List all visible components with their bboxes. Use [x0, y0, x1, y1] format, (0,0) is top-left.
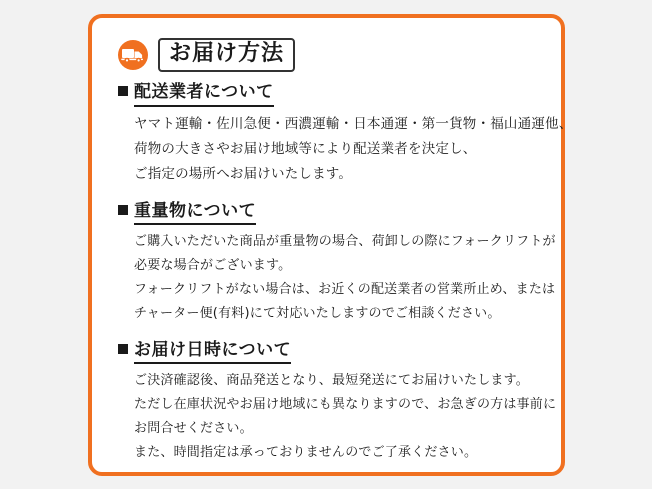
card-title-box — [158, 38, 295, 72]
body-line: お問合せください。 — [134, 421, 253, 437]
body-line: 荷物の大きさやお届け地域等により配送業者を決定し、 — [134, 140, 477, 157]
card-inner — [92, 18, 573, 472]
section-title: 重量物について — [134, 201, 256, 225]
square-bullet-icon — [118, 344, 128, 354]
body-line: ご決済確認後、商品発送となり、最短発送にてお届けいたします。 — [134, 373, 529, 389]
section-heading — [118, 82, 543, 106]
body-line: ただし在庫状況やお届け地域にも異なりますので、お急ぎの方は事前に — [134, 397, 557, 413]
section-heavy-items — [110, 200, 556, 326]
body-line: ご指定の場所へお届けいたします。 — [134, 165, 353, 182]
square-bullet-icon — [118, 205, 128, 215]
section-delivery-datetime — [110, 339, 557, 465]
section-heading — [118, 201, 543, 225]
section-heading — [118, 340, 543, 364]
section-title: お届け日時について — [134, 340, 291, 364]
page-title: お届け方法 — [169, 41, 285, 66]
square-bullet-icon — [118, 86, 128, 96]
card-header — [116, 38, 543, 72]
delivery-truck-icon — [116, 40, 150, 70]
section-body — [134, 369, 557, 465]
body-line: チャーター便(有料)にて対応いたしますのでご相談ください。 — [134, 305, 501, 321]
section-body — [134, 230, 556, 326]
body-line: 必要な場合がございます。 — [134, 257, 292, 273]
section-body — [134, 112, 573, 187]
body-line: ヤマト運輸・佐川急便・西濃運輸・日本通運・第一貨物・福山通運他、 — [134, 115, 573, 132]
body-line: また、時間指定は承っておりませんのでご了承ください。 — [134, 445, 478, 461]
section-title: 配送業者について — [134, 82, 274, 106]
section-shipping-carrier — [110, 82, 573, 186]
body-line: フォークリフトがない場合は、お近くの配送業者の営業所止め、または — [134, 281, 556, 297]
delivery-info-card — [88, 14, 573, 476]
body-line: ご購入いただいた商品が重量物の場合、荷卸しの際にフォークリフトが — [134, 233, 556, 249]
